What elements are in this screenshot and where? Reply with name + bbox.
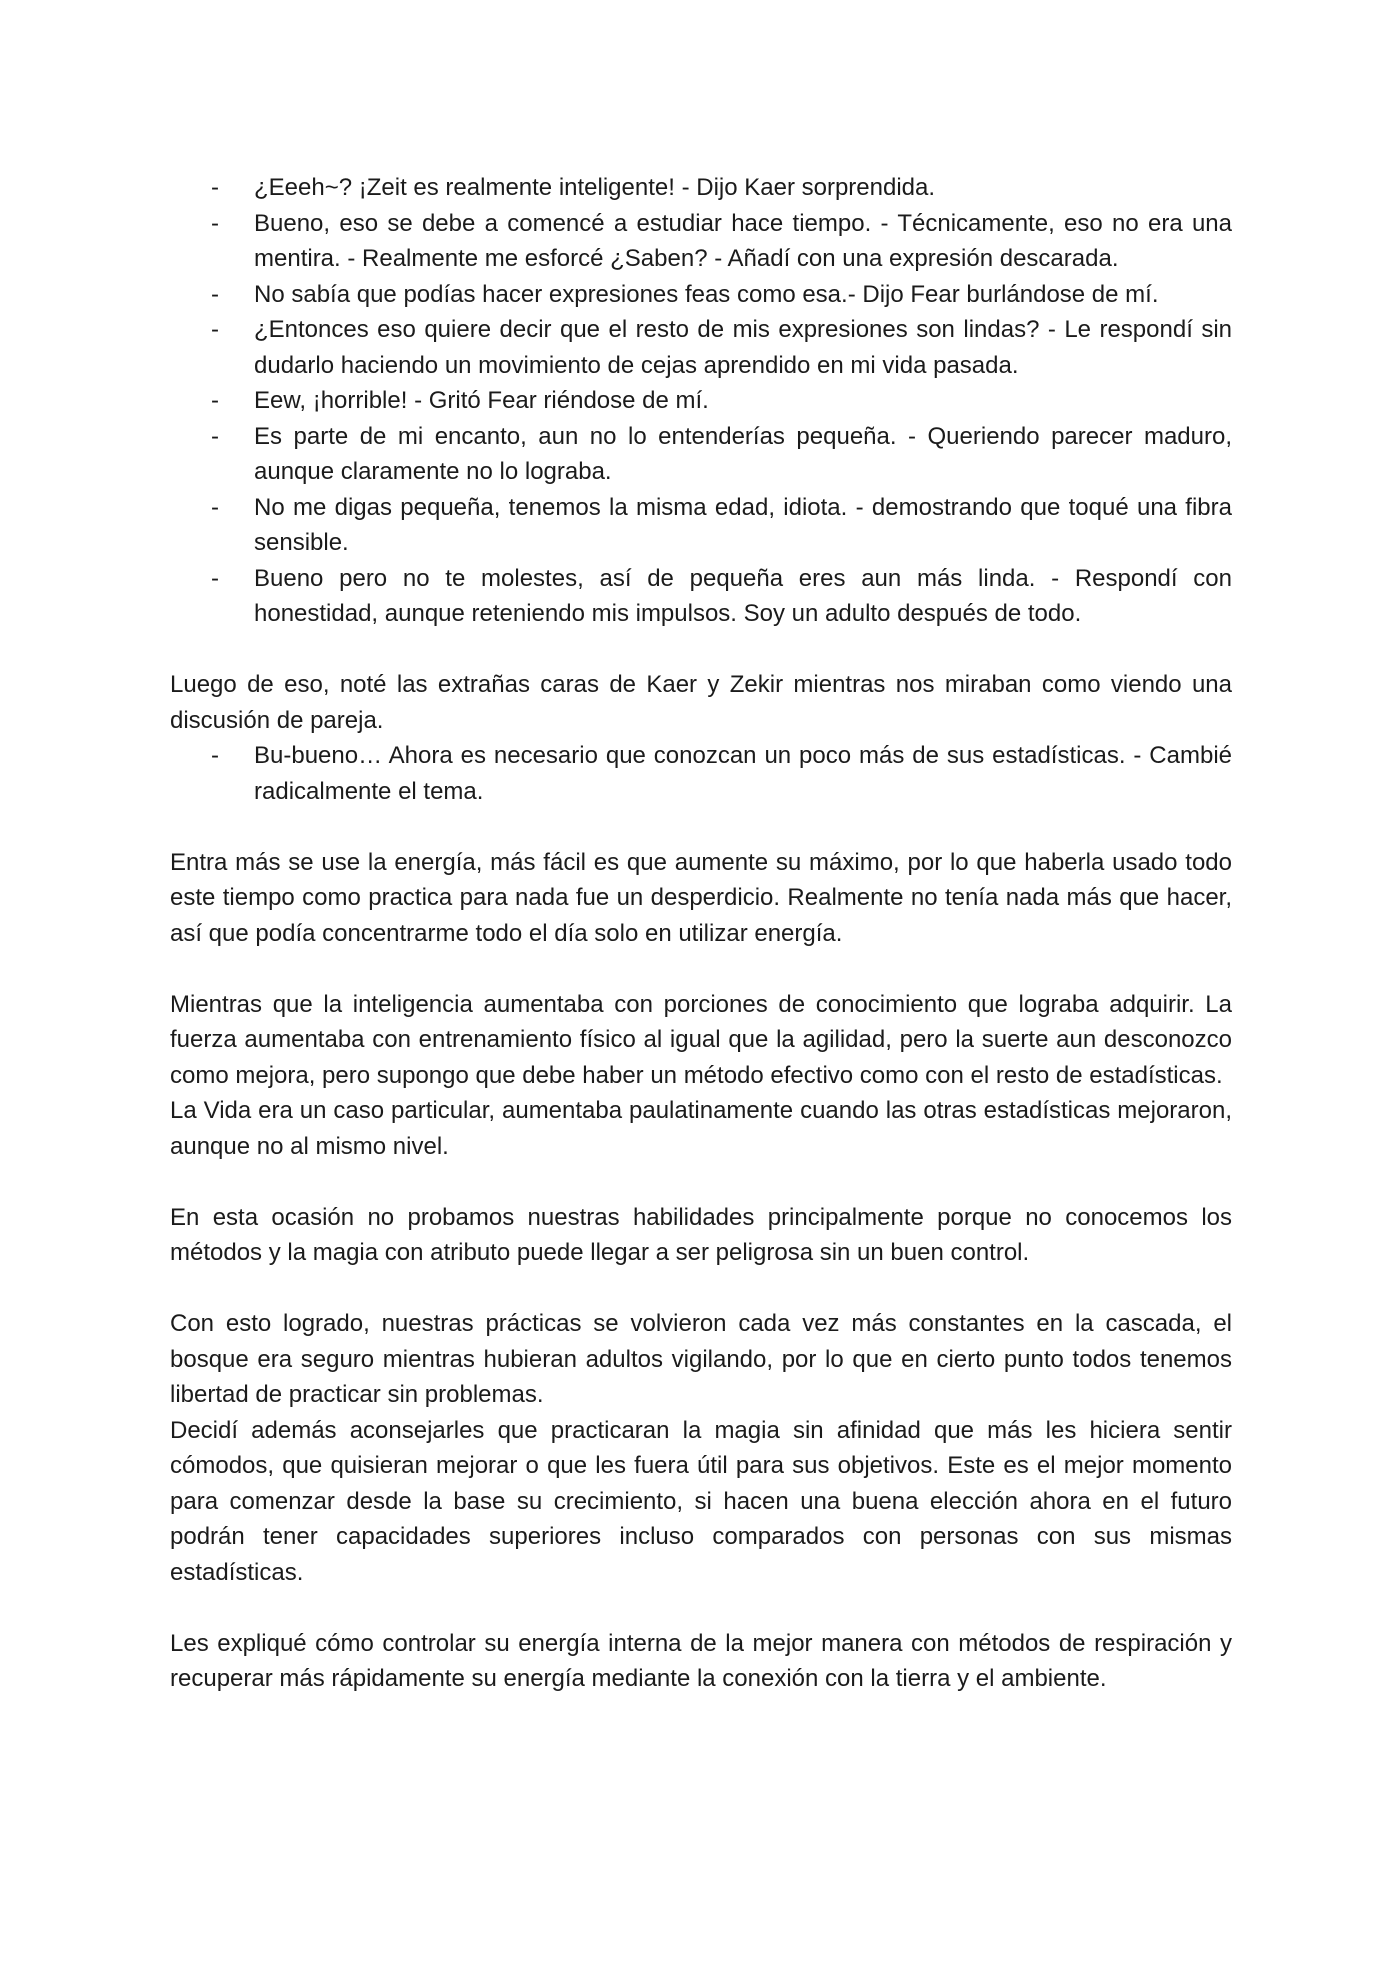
dash-marker: - bbox=[211, 387, 219, 414]
dash-marker: - bbox=[211, 742, 219, 769]
dialog-line bbox=[170, 561, 1232, 632]
dialog-line bbox=[170, 170, 1232, 206]
dialog-list bbox=[170, 170, 1232, 632]
dialog-line bbox=[170, 277, 1232, 313]
paragraph: Decidí además aconsejarles que practicaran la magia sin afinidad que más les hiciera sentir cómodos, que quisieran mejorar o que les fuera útil para sus objetivos. Este es el mejor momento para comenzar desde la base su crecimiento, si hacen una buena elección ahora en el futuro podrán tener capacidades superiores incluso comparados con personas con sus mismas estadísticas. bbox=[170, 1416, 1232, 1586]
dash-marker: - bbox=[211, 280, 219, 308]
paragraph: Entra más se use la energía, más fácil es que aumente su máximo, por lo que haberla usado todo este tiempo como practica para nada fue un desperdicio. Realmente no tenía nada más que hacer, así que podía concentrarme todo el día solo en utilizar energía. bbox=[170, 848, 1232, 947]
paragraph: Luego de eso, noté las extrañas caras de Kaer y Zekir mientras nos miraban como viendo una discusión de pareja. bbox=[170, 671, 1232, 734]
dialog-line bbox=[170, 206, 1232, 277]
dialog-line bbox=[170, 419, 1232, 490]
dialog-text: ¿Entonces eso quiere decir que el resto de mis expresiones son lindas? - Le respondí sin dudarlo haciendo un movimiento de cejas aprendido en mi vida pasada. bbox=[254, 316, 1232, 379]
paragraph-gap bbox=[170, 951, 1232, 987]
dash-marker: - bbox=[211, 316, 219, 343]
paragraph: La Vida era un caso particular, aumentaba paulatinamente cuando las otras estadísticas mejoraron, aunque no al mismo nivel. bbox=[170, 1097, 1232, 1160]
paragraph: Con esto logrado, nuestras prácticas se volvieron cada vez más constantes en la cascada, el bosque era seguro mientras hubieran adultos vigilando, por lo que en cierto punto todos tenemos libertad de practicar sin problemas. bbox=[170, 1310, 1232, 1408]
dash-marker: - bbox=[211, 493, 219, 521]
page-body bbox=[170, 170, 1232, 1697]
dialog-text: Bueno pero no te molestes, así de pequeña eres aun más linda. - Respondí con honestidad, aunque reteniendo mis impulsos. Soy un adulto después de todo. bbox=[254, 564, 1232, 627]
paragraph-gap bbox=[170, 1590, 1232, 1626]
dialog-text: Es parte de mi encanto, aun no lo entenderías pequeña. - Queriendo parecer maduro, aunque claramente no lo lograba. bbox=[254, 422, 1232, 485]
dash-marker: - bbox=[211, 174, 219, 201]
dialog-text: No me digas pequeña, tenemos la misma edad, idiota. - demostrando que toqué una fibra sensible. bbox=[254, 493, 1232, 556]
dialog-text: Eew, ¡horrible! - Gritó Fear riéndose de mí. bbox=[254, 387, 709, 414]
dialog-text: Bueno, eso se debe a comencé a estudiar hace tiempo. - Técnicamente, eso no era una mentira. - Realmente me esforcé ¿Saben? - Añadí con una expresión descarada. bbox=[254, 209, 1232, 272]
dialog-text: No sabía que podías hacer expresiones feas como esa.- Dijo Fear burlándose de mí. bbox=[254, 280, 1159, 308]
paragraph-gap bbox=[170, 1164, 1232, 1200]
paragraph-gap bbox=[170, 1271, 1232, 1307]
dialog-line bbox=[170, 383, 1232, 419]
dash-marker: - bbox=[211, 209, 219, 237]
dialog-text: Bu-bueno… Ahora es necesario que conozcan un poco más de sus estadísticas. - Cambié radicalmente el tema. bbox=[254, 742, 1232, 805]
paragraph: Les expliqué cómo controlar su energía interna de la mejor manera con métodos de respiración y recuperar más rápidamente su energía mediante la conexión con la tierra y el ambiente. bbox=[170, 1629, 1232, 1692]
dialog-line bbox=[170, 312, 1232, 383]
dialog-line bbox=[170, 490, 1232, 561]
dialog-line bbox=[170, 738, 1232, 809]
dash-marker: - bbox=[211, 422, 219, 450]
paragraph: Mientras que la inteligencia aumentaba con porciones de conocimiento que lograba adquirir. La fuerza aumentaba con entrenamiento físico al igual que la agilidad, pero la suerte aun desconozco como mejora, pero supongo que debe haber un método efectivo como con el resto de estadísticas. bbox=[170, 990, 1232, 1089]
paragraph-gap bbox=[170, 632, 1232, 668]
dash-marker: - bbox=[211, 564, 219, 592]
paragraph: En esta ocasión no probamos nuestras habilidades principalmente porque no conocemos los métodos y la magia con atributo puede llegar a ser peligrosa sin un buen control. bbox=[170, 1203, 1232, 1266]
paragraph-gap bbox=[170, 809, 1232, 845]
dialog-list bbox=[170, 738, 1232, 809]
dialog-text: ¿Eeeh~? ¡Zeit es realmente inteligente! - Dijo Kaer sorprendida. bbox=[254, 174, 936, 201]
